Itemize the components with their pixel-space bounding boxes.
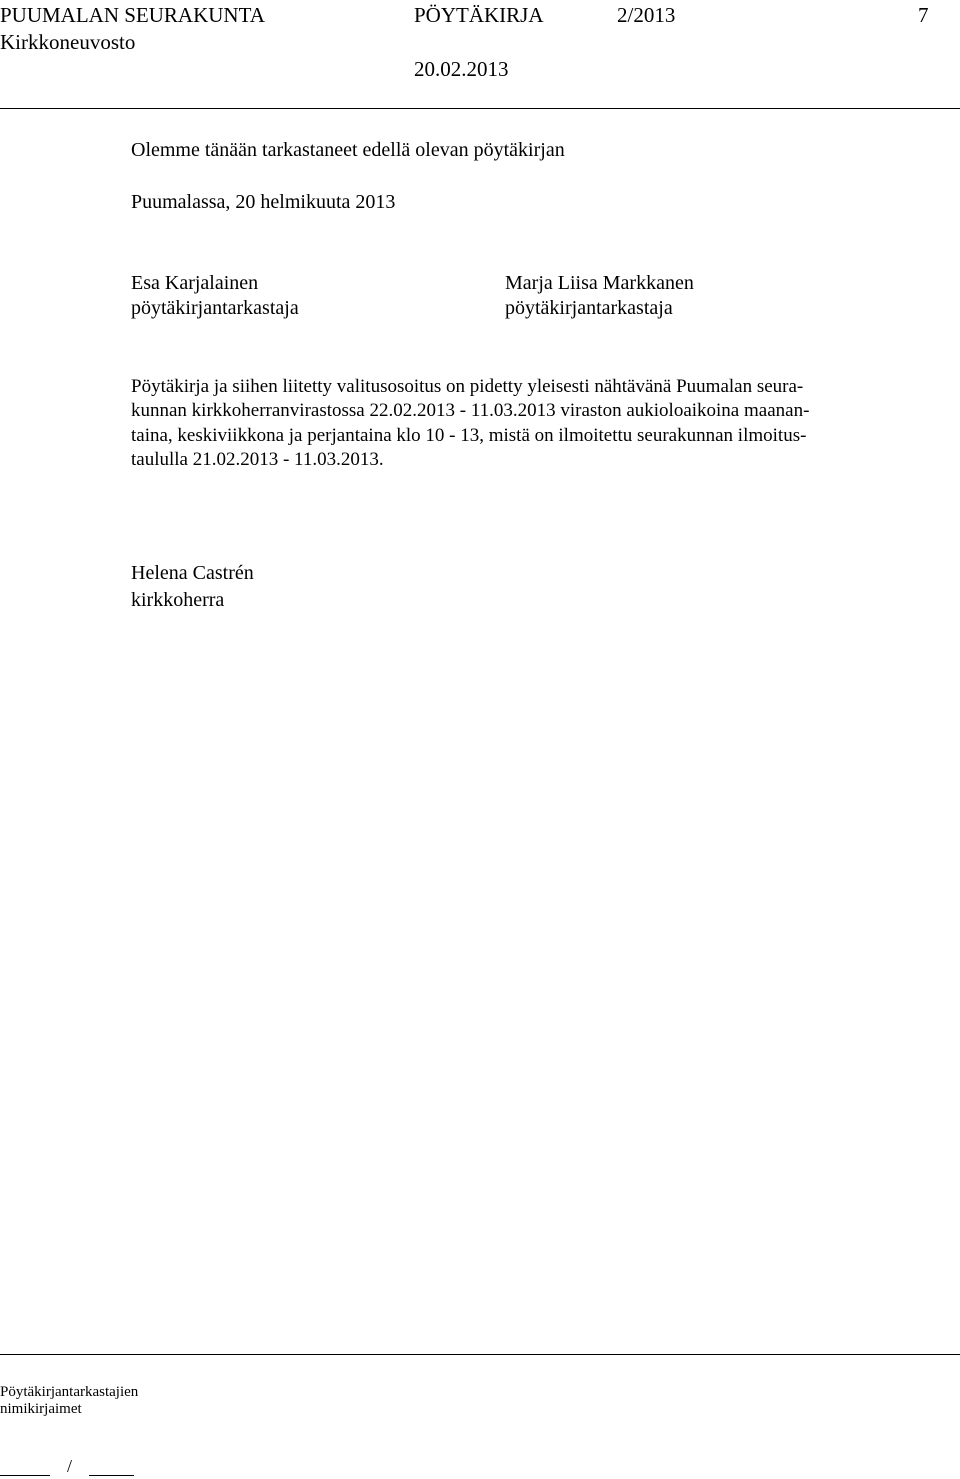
official-title: kirkkoherra: [131, 589, 225, 611]
notice-line: taululla 21.02.2013 - 11.03.2013.: [131, 448, 384, 470]
notice-line: kunnan kirkkoherranvirastossa 22.02.2013 - 11.03.2013 viraston aukioloaikoina maanan-: [131, 400, 810, 422]
signer-2-role: pöytäkirjantarkastaja: [505, 297, 673, 319]
footer-divider: [0, 1354, 960, 1355]
page-number: 7: [918, 3, 929, 27]
meeting-body: Kirkkoneuvosto: [0, 30, 136, 54]
footer-label-line2: nimikirjaimet: [0, 1401, 82, 1417]
document-type: PÖYTÄKIRJA: [414, 3, 544, 27]
document-number: 2/2013: [617, 3, 676, 27]
initials-blank-2: [89, 1461, 134, 1476]
official-name: Helena Castrén: [131, 562, 254, 584]
organization-name: PUUMALAN SEURAKUNTA: [0, 3, 265, 27]
notice-line: taina, keskiviikkona ja perjantaina klo 10 - 13, mistä on ilmoitettu seurakunnan ilmoitus-: [131, 424, 807, 446]
meeting-date: 20.02.2013: [414, 57, 509, 81]
signer-1-role: pöytäkirjantarkastaja: [131, 297, 299, 319]
notice-line: Pöytäkirja ja siihen liitetty valitusosoitus on pidetty yleisesti nähtävänä Puumalan seura-: [131, 376, 804, 397]
place-and-date: Puumalassa, 20 helmikuuta 2013: [131, 191, 396, 213]
signer-2-name: Marja Liisa Markkanen: [505, 272, 694, 294]
initials-separator: /: [66, 1456, 72, 1476]
initials-line: [0, 1456, 134, 1476]
review-statement: Olemme tänään tarkastaneet edellä olevan pöytäkirjan: [131, 139, 565, 161]
header-divider: [0, 108, 960, 109]
public-notice-paragraph: [131, 375, 953, 472]
initials-blank-1: [0, 1461, 50, 1476]
footer-label-line1: Pöytäkirjantarkastajien: [0, 1384, 139, 1400]
signer-1-name: Esa Karjalainen: [131, 272, 259, 294]
